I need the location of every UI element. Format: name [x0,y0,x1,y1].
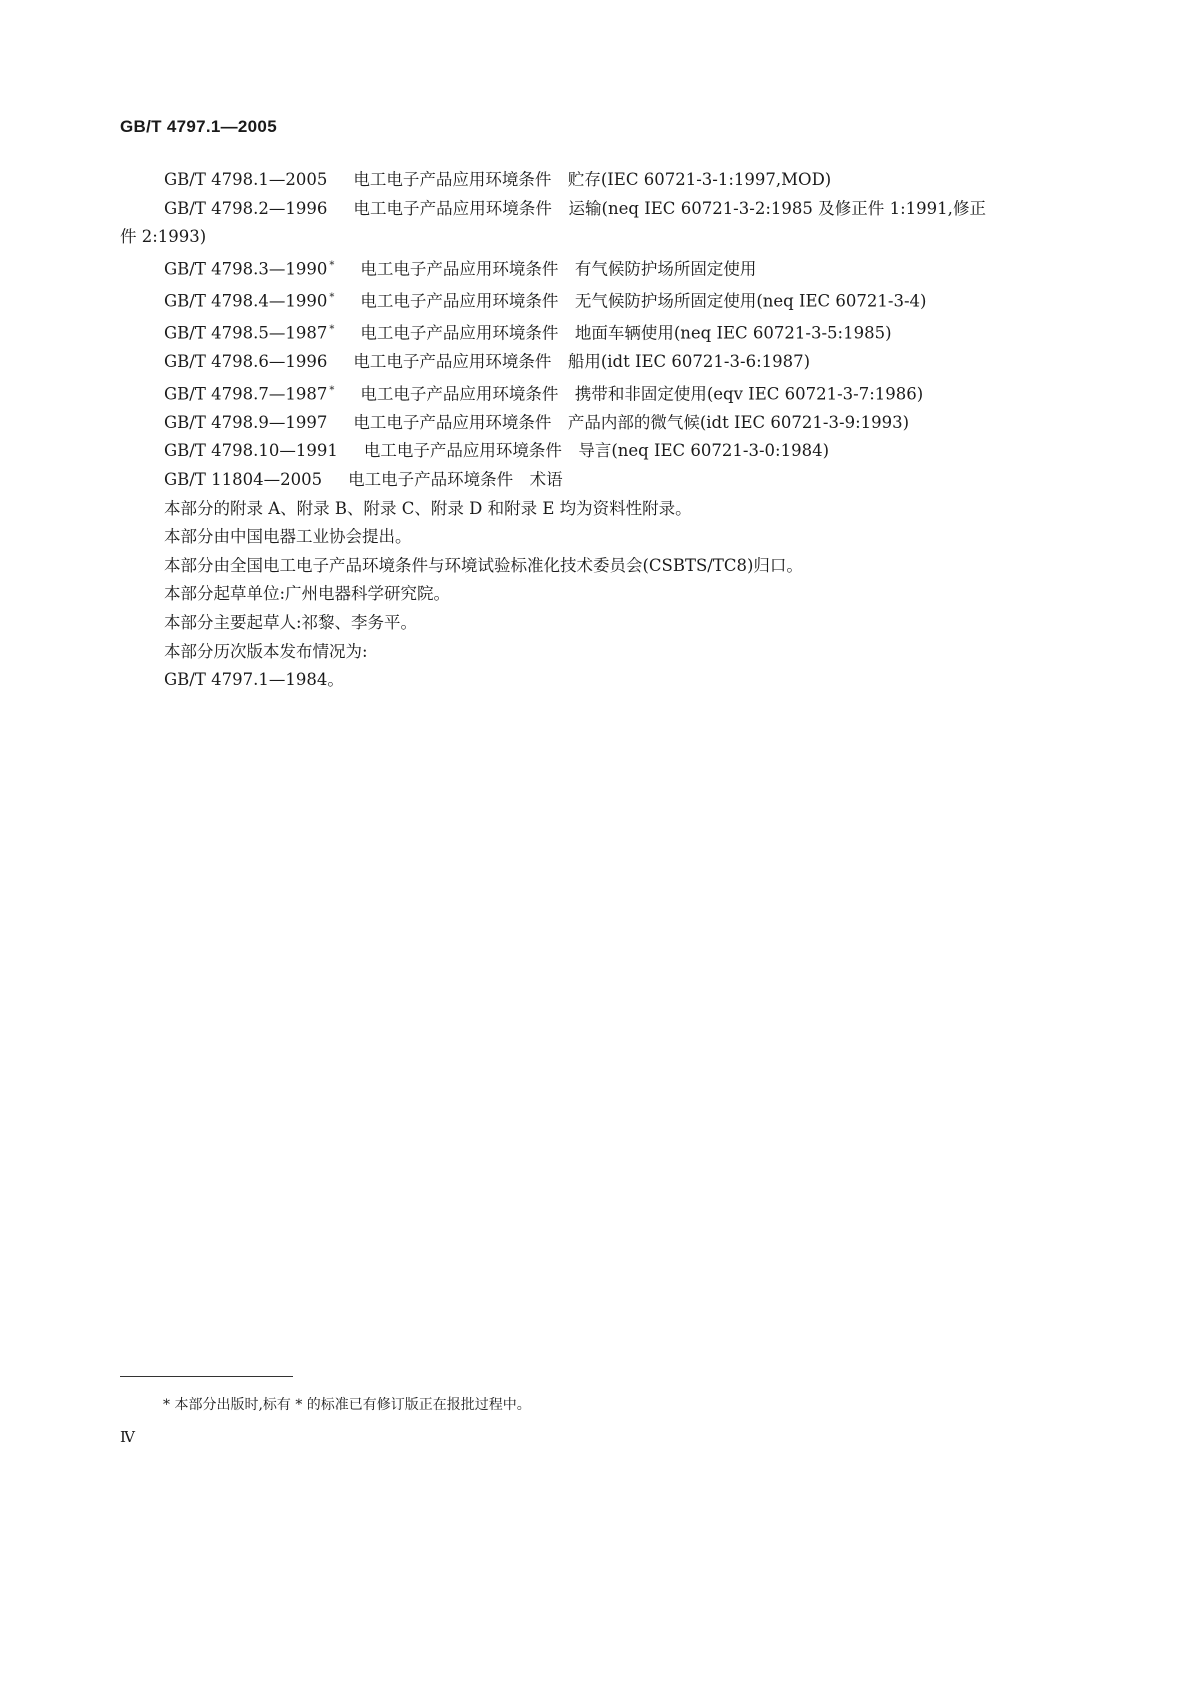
reference-item [120,466,986,495]
document-body [120,166,986,695]
foreword-paragraphs [120,495,986,695]
reference-title: 电工电子产品应用环境条件 有气候防护场所固定使用 [360,259,757,279]
page-number: Ⅳ [120,1428,135,1446]
version-history-heading: 本部分历次版本发布情况为: [164,641,368,661]
reference-title: 电工电子产品应用环境条件 携带和非固定使用(eqv IEC 60721-3-7:1986) [360,384,924,404]
footnote-separator [120,1376,293,1377]
reference-title: 电工电子产品应用环境条件 无气候防护场所固定使用(neq IEC 60721-3-4) [360,291,927,311]
revision-mark: * [329,384,335,396]
reference-item [120,284,986,316]
revision-mark: * [329,323,335,335]
drafters: 本部分主要起草人:祁黎、李务平。 [164,612,418,632]
drafting-unit: 本部分起草单位:广州电器科学研究院。 [164,584,451,604]
reference-code: GB/T 4798.6—1996 [164,352,328,372]
normative-reference-list [120,166,986,495]
document-id-header: GB/T 4797.1—2005 [120,117,277,136]
reference-title: 电工电子产品应用环境条件 导言(neq IEC 60721-3-0:1984) [363,441,830,461]
previous-version: GB/T 4797.1—1984。 [164,670,344,690]
reference-title: 电工电子产品应用环境条件 运输(neq IEC 60721-3-2:1985 及修正件 1:1991,修正件 2:1993) [120,198,986,247]
reference-code: GB/T 4798.10—1991 [164,441,338,461]
reference-code: GB/T 4798.2—1996 [164,198,328,218]
reference-title: 电工电子产品应用环境条件 地面车辆使用(neq IEC 60721-3-5:1985) [360,323,892,343]
reference-title: 电工电子产品应用环境条件 船用(idt IEC 60721-3-6:1987) [353,352,811,372]
reference-item [120,437,986,466]
reference-code: GB/T 4798.9—1997 [164,412,328,432]
reference-title: 电工电子产品应用环境条件 产品内部的微气候(idt IEC 60721-3-9:1993) [353,412,910,432]
revision-mark: * [329,291,335,303]
revision-mark: * [329,259,335,271]
reference-title: 电工电子产品应用环境条件 贮存(IEC 60721-3-1:1997,MOD) [353,170,832,189]
reference-code: GB/T 11804—2005 [164,469,323,489]
reference-item [120,166,986,195]
reference-code: GB/T 4798.3—1990 [164,259,328,279]
reference-code: GB/T 4798.7—1987 [164,384,328,404]
reference-item [120,409,986,438]
committee-statement: 本部分由全国电工电子产品环境条件与环境试验标准化技术委员会(CSBTS/TC8)归口。 [164,555,803,575]
reference-item [120,316,986,348]
reference-item [120,377,986,409]
reference-code: GB/T 4798.5—1987 [164,323,328,343]
reference-item [120,348,986,377]
reference-code: GB/T 4798.4—1990 [164,291,328,311]
reference-title: 电工电子产品环境条件 术语 [348,469,563,489]
annex-statement: 本部分的附录 A、附录 B、附录 C、附录 D 和附录 E 均为资料性附录。 [164,498,692,518]
footnote: * 本部分出版时,标有 * 的标准已有修订版正在报批过程中。 [163,1397,531,1413]
reference-item [120,252,986,284]
proposer-statement: 本部分由中国电器工业协会提出。 [164,527,412,547]
reference-code: GB/T 4798.1—2005 [164,170,328,189]
reference-item [120,195,986,252]
